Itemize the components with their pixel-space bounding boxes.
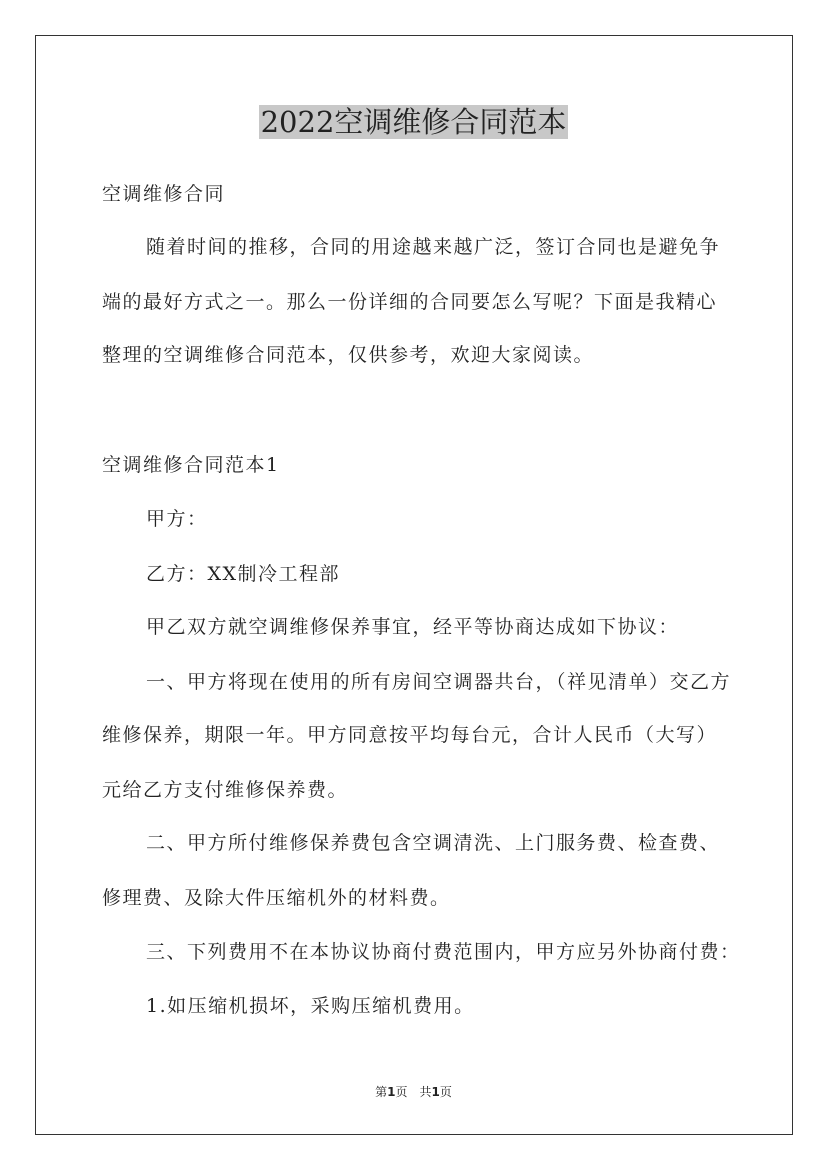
page-suffix: 页 [439,1085,452,1099]
section-heading-sample-1: 空调维修合同范本1 [102,454,280,476]
page-number-footer [0,1083,827,1101]
intro-paragraph-line-3: 整理的空调维修合同范本，仅供参考，欢迎大家阅读。 [102,344,595,366]
clause-1-line-2: 维修保养，期限一年。甲方同意按平均每台元，合计人民币（大写） [102,724,718,746]
document-title [0,100,827,144]
page-mid: 页 共 [395,1085,432,1099]
clause-3-line-1: 三、下列费用不在本协议协商付费范围内，甲方应另外协商付费： [146,941,741,963]
page-total: 1 [431,1085,440,1099]
clause-2-line-1: 二、甲方所付维修保养费包含空调清洗、上门服务费、检查费、 [146,832,721,854]
clause-2-line-2: 修理费、及除大件压缩机外的材料费。 [102,887,451,909]
agreement-intro-line: 甲乙双方就空调维修保养事宜，经平等协商达成如下协议： [146,616,680,638]
party-b-line: 乙方：XX制冷工程部 [146,563,341,585]
page-prefix: 第 [375,1085,388,1099]
page-current: 1 [387,1085,396,1099]
clause-1-line-3: 元给乙方支付维修保养费。 [102,779,349,801]
intro-paragraph-line-2: 端的最好方式之一。那么一份详细的合同要怎么写呢？下面是我精心 [102,291,718,313]
document-title-text: 2022空调维修合同范本 [260,105,567,139]
clause-1-line-1: 一、甲方将现在使用的所有房间空调器共台，（祥见清单）交乙方 [146,671,732,693]
section-heading-contract: 空调维修合同 [102,183,226,205]
intro-paragraph-line-1: 随着时间的推移，合同的用途越来越广泛，签订合同也是避免争 [146,236,721,258]
clause-3-item-1: 1.如压缩机损坏，采购压缩机费用。 [146,995,475,1017]
party-a-line: 甲方： [146,508,208,530]
